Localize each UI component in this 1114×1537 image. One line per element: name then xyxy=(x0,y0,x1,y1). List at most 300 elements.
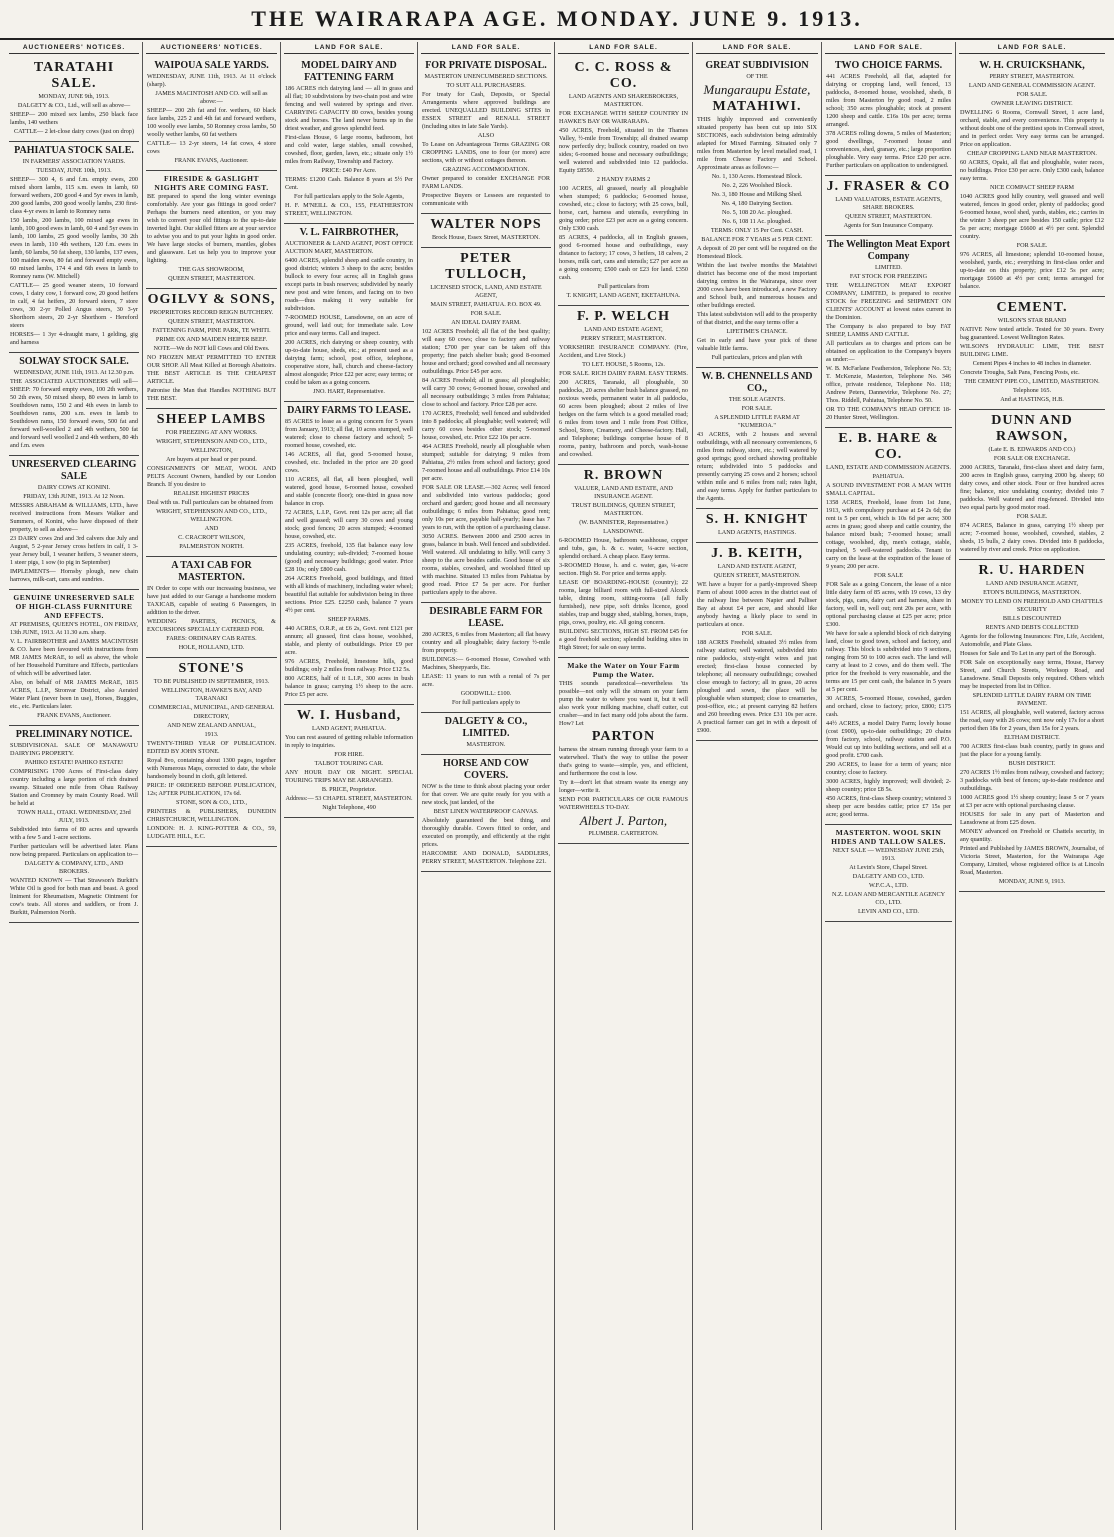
ad-heading: R. BROWN xyxy=(583,468,664,483)
ad-heading: DAIRY FARMS TO LEASE. xyxy=(287,405,411,416)
ad-text: IN FARMERS' ASSOCIATION YARDS. xyxy=(22,158,126,165)
ad-text: RENTS AND DEBTS COLLECTED xyxy=(985,624,1079,631)
ad-text: 102 ACRES Freehold; all flat of the best quality; will easy 60 cows; close to factory and railway station; £700 per year can be taken off this property; fine patch shelter bush; good 8-roomed house and orchard; good cowshed and all necessary outbuildings. Price £45 per acre. xyxy=(422,328,551,375)
advertisement xyxy=(825,57,952,176)
ad-text: 72 ACRES, L.I.P., Govt. rent 12s per acre; all flat and well grassed; will carry 30 cows and young stock; good fences; 20 acres stumped; 4-roomed house, cowshed, etc. xyxy=(285,509,413,540)
ad-text: PRICE: IF ORDERED BEFORE PUBLICATION, 12s; AFTER PUBLICATION, 17s 6d. xyxy=(147,782,276,797)
ad-heading: W. B. CHENNELLS AND CO., xyxy=(701,371,813,394)
ad-heading: GENUINE UNRESERVED SALE OF HIGH-CLASS FURNITURE AND EFFECTS. xyxy=(13,593,135,620)
ad-text: LEVIN AND CO., LTD. xyxy=(858,908,919,915)
ad-text: SHEEP— 200 mixed sex lambs, 250 black face lambs, 140 wethers xyxy=(10,111,138,126)
ad-text: 280 ACRES, 6 miles from Masterton; all flat heavy country and all ploughable; dairy factory ½-mile from property. xyxy=(422,631,550,654)
advertisement xyxy=(421,603,551,713)
advertisement xyxy=(558,658,689,844)
ad-text: 3-ROOMED House, h. and c. water, gas, ¼-acre section. High St. For price and terms apply. xyxy=(559,562,688,577)
ad-text: Prospective Buyers or Lessees are requested to communicate with xyxy=(422,192,550,207)
ad-text: TO BE PUBLISHED IN SEPTEMBER, 1913. xyxy=(153,678,270,685)
ad-text: TOWN HALL, OTAKI. WEDNESDAY, 23rd JULY, 1913. xyxy=(17,809,131,824)
ad-text: 100 ACRES, all grassed, nearly all ploughable when stumped; 6 paddocks; 6-roomed house, cowshed, etc.; close to factory; with 25 cows, bull, horse, cart, harness and utensils, everything in going order; price £23 per acre as a going concern. Only £300 cash. xyxy=(559,185,688,232)
advertisement xyxy=(146,171,277,289)
ad-text: LICENSED STOCK, LAND, AND ESTATE AGENT, xyxy=(430,284,542,299)
ad-heading: SOLWAY STOCK SALE. xyxy=(19,356,129,367)
ad-heading: C. C. ROSS & CO. xyxy=(574,60,673,91)
ad-text: Agents for the following Insurances: Fire, Life, Accident, Automobile, and Plate Glass. xyxy=(960,633,1104,648)
ad-text: 378 ACRES rolling downs, 5 miles of Masterton; good dwellings, 7-roomed house and conveniences, shed, granary, etc.; large proportion ploughable. Very easy terms. Price £20 per acre. Further particulars on application to undersigned. xyxy=(826,130,951,169)
ad-text: TO LET. HOUSE, 5 Rooms, 12s. xyxy=(582,361,665,368)
ad-text: JNO. HART, Representative. xyxy=(313,388,385,395)
ad-text: 800 ACRES, half of it L.I.P., 300 acres in bush balance in grass; carrying 1½ sheep to the acre. Price £5 per acre. xyxy=(285,675,413,698)
ad-text: 440 ACRES, O.R.P., at £6 2s, Govt. rent £121 per annum; all grassed, first class house, woolshed, stable, and plenty of outbuildings. Price £9 per acre. xyxy=(285,625,413,656)
ad-text: 30 ACRES, 5-roomed House, cowshed, garden and orchard, close to factory; price, £800; £175 cash. xyxy=(826,695,951,718)
ad-text: DWELLING 6 Rooms, Cornwall Street, 1 acre land, orchard, stable, and every convenience. This property is without doubt one of the prettiest spots in Cornwall street, and in perfect order. Very easy terms can be arranged. Price on application. xyxy=(960,109,1105,148)
ad-text: Royal 8vo, containing about 1300 pages, together with Numerous Maps, corrected to date, the whole handsomely bound in cloth, gilt lettered. xyxy=(147,757,276,780)
ad-text: TO SUIT ALL PURCHASERS. xyxy=(446,82,526,89)
ad-text: MASTERTON. xyxy=(466,741,506,748)
ad-text: W. B. McFarlane Featherston, Telephone No. 53; T. McKenzie, Masterton, Telephone No. 346 office, private residence, Telephone No. 118; Andrew Peters, Dannevirke, Telephone No. 27; Thos. Riddell, Pahiatua, Telephone No. 50. xyxy=(826,365,951,404)
ad-text: FOR SALE OR EXCHANGE. xyxy=(993,455,1071,462)
ad-text: OF THE xyxy=(746,73,768,80)
ad-text: 200 ACRES, rich dairying or sheep country, with up-to-date house, sheds, etc.; at present used as a dairying farm; school, post office, telephone, cooperative store, hall, church and cheese-factory almost alongside; Price £22 per acre; easy terms; or could be taken as a going concern. xyxy=(285,339,413,386)
ad-text: LAND AGENTS, HASTINGS. xyxy=(717,529,797,536)
ad-text: 235 ACRES, freehold, 135 flat balance easy low undulating country; sub-divided; 7-roomed house (good) and necessary buildings; good water. Price £28 10s; only £800 cash. xyxy=(285,542,413,573)
ad-text: W.F.C.A., LTD. xyxy=(868,882,909,889)
ad-text: BUILDINGS:— 6-roomed House, Cowshed with Machines, Sheepyards, Etc. xyxy=(422,656,550,671)
ad-text: 186 ACRES rich dairying land — all in grass and all flat; 10 subdivisions by two-chain post and wire fencing and well watered by springs and river. CARRYING CAPACITY 80 cows, besides young stock and horses. The land never burns up in the driest weather, and grows splendid feed. xyxy=(285,85,413,132)
ad-text: 84 ACRES Freehold; all in grass; all ploughable; will carry 30 cows; 6-roomed house, cowshed and all necessary outbuildings; 3 miles from Pahiatua; close to school and factory. Price £28 per acre. xyxy=(422,377,550,408)
ad-text: (W. BANNISTER, Representative.) xyxy=(579,519,668,526)
advertisement xyxy=(146,409,277,557)
advertisement xyxy=(696,57,818,368)
ad-text: FOR SALE. xyxy=(1016,513,1048,520)
ad-text: DALGETY & COMPANY, LTD., AND BROKERS. xyxy=(24,860,124,875)
ad-heading: UNRESERVED CLEARING SALE xyxy=(11,459,137,482)
ad-text: LAND AND GENERAL COMMISSION AGENT. xyxy=(968,82,1096,89)
column-4 xyxy=(418,42,555,1530)
ad-heading: STONE'S xyxy=(178,661,245,676)
ad-text: 976 ACRES, all limestone; splendid 10-roomed house, woolshed, yards, etc.; everything in first-class order and up-to-date on this property; price £12 5s per acre; mortgage £6600 at 4½ per cent; terms arranged for balance. xyxy=(960,251,1104,290)
ad-text: V. L. FAIRBROTHER and JAMES MACINTOSH & CO. have been favoured with instructions from MR JAMES McRAE, to sell as above, the whole of her Household Furniture and Effects, particulars of which will be advertised later. xyxy=(10,638,138,677)
ad-heading: V. L. FAIRBROTHER, xyxy=(299,227,399,238)
ad-text: TUESDAY, JUNE 10th, 1913. xyxy=(36,167,112,174)
ad-text: TERMS: ONLY 15 Per Cent. CASH. xyxy=(710,227,804,234)
ad-text: ELTHAM DISTRICT. xyxy=(1004,734,1060,741)
ad-text: FOR Sale on exceptionally easy terms, House, Harvey Street, and Church Streets, Worksop Road, and Lansdowne. Small Deposits only required. Others which may be inspected from list in Office. xyxy=(960,659,1104,690)
ad-text: TERMS: £1200 Cash. Balance 8 years at 5½ Per Cent. xyxy=(285,176,413,191)
ad-text: Full particulars, prices and plan with xyxy=(711,354,803,361)
ad-text: FOR SALE. xyxy=(470,310,502,317)
ad-text: At Levin's Store, Chapel Street. xyxy=(849,864,928,871)
ad-text: CATTLE— 25 good weaner steers, 10 forward cows, 1 dairy cow, 1 forward cow, 20 good heifers in calf, 4 fat heifers, 20 forward steers, 7 store cows, 30 2-yr Polled Angus steers, 30 3-yr Shorthorn steers, 20 2-yr Shorthorn - Hereford steers xyxy=(10,282,138,329)
ad-text: AN IDEAL DAIRY FARM. xyxy=(451,319,521,326)
ad-text: LEASE OF BOARDING-HOUSE (country); 22 rooms, large billiard room with full-sized Alcock table, dining room, sitting-rooms (all fully furnished), new pipe, soft drinks licence, good stables, trap and buggy shed, stabling, horses, traps, pigs, cows, poultry, etc. All going concern. xyxy=(559,579,688,626)
ad-text: No. 2, 226 Woolshed Block. xyxy=(721,182,793,189)
column-1 xyxy=(6,42,143,1530)
ad-text: IMPLEMENTS— Hornsby plough, new chain harrows, milk-cart, cans and sundries. xyxy=(10,568,138,583)
ad-text: THE ASSOCIATED AUCTIONEERS will sell— SHEEP: 70 forward empty ewes, 100 2th wethers, 50 2th ewes, 50 mixed sheep, 80 ewes in lamb to Southdown rams, 150 2 and 4th ewes in lamb to Southdown rams, 200 s.m. ewes in lamb to Southdown rams, 150 forward ewes, 500 fat and forward well-woolled 2 and 4th wethers, 500 fat and forward well woolled 2 and 4th wethers, 80 4th and f.m. ewes xyxy=(10,378,138,449)
ad-heading: SHEEP LAMBS xyxy=(156,412,267,427)
ad-text: 441 ACRES Freehold, all flat, adapted for dairying or cropping land, well fenced, 13 paddocks, 8-roomed house, woolshed, sheds, 8 miles from Masterton by good road, 2 miles school; 350 acres ploughable; stock at present 1200 sheep and cattle. £16s 10s per acre; terms arranged. xyxy=(826,73,951,128)
ad-heading: FIRESIDE & GASLIGHT NIGHTS ARE COMING FAST. xyxy=(154,174,269,192)
ad-text: THE SOLE AGENTS. xyxy=(728,396,786,403)
ad-heading: The Wellington Meat Export Company xyxy=(827,239,950,262)
ad-text: DIRECTORY, xyxy=(193,713,230,720)
masthead xyxy=(0,0,1114,40)
advertisement xyxy=(284,57,414,224)
ad-text: NICE COMPACT SHEEP FARM xyxy=(989,184,1075,191)
ad-heading: DUNN AND RAWSON, xyxy=(991,413,1073,444)
ad-text: No. 1, 130 Acres. Homestead Block. xyxy=(711,173,803,180)
ad-text: HORSES— 1 3yr 4-draught mare, 1 gelding, gig and harness xyxy=(10,331,138,346)
advertisement xyxy=(825,428,952,825)
ad-text: FOR SALE. xyxy=(741,405,773,412)
ad-text: For treaty for Cash, Deposits, or Special Arrangements where approved buildings are erected. UNEQUALLED BUILDING SITES in ESSEX STREET and RENALL STREET (including sites in late Sale Yards). xyxy=(422,91,550,130)
advertisement xyxy=(558,306,689,465)
ad-text: harness the stream running through your farm to a waterwheel. That's the way to utilise the power that's going to waste—simple, yes, and efficient, and furthermore the cost is low. xyxy=(559,746,688,777)
ad-text: NOTE—We do NOT kill Cows and Old Ewes. xyxy=(153,345,270,352)
ad-text: 7-ROOMED HOUSE, Lansdowne, on an acre of ground, well laid out; for immediate sale. Low price and easy terms. Call and inspect. xyxy=(285,314,413,337)
ad-text: THE GAS SHOWROOM, xyxy=(178,266,245,273)
ad-text: MAIN STREET, PAHIATUA. P.O. BOX 49. xyxy=(430,301,542,308)
column-7 xyxy=(822,42,956,1530)
ad-text: 6-ROOMED House, bathroom washhouse, copper and tubs, gas, h. & c. water, ¼-acre section, splendid orchard. A cheap place. Easy terms. xyxy=(559,537,688,560)
ad-text: Telephone 165. xyxy=(1012,387,1052,394)
ad-heading: E. B. HARE & CO. xyxy=(838,431,939,462)
ad-text: QUEEN STREET, MASTERTON. xyxy=(845,213,932,220)
ad-text: WRIGHT, STEPHENSON AND CO., LTD., WELLINGTON. xyxy=(156,508,267,523)
ad-text: First-class House, 6 large rooms, bathroom, hot and cold water, large stables, small cowshed, cowshed, floor, garden, lawn, etc.; situate only 1½ miles from Railway, Township and Factory. xyxy=(285,134,413,165)
ad-text: 1040 ACRES good hilly country, well grassed and well watered, fences in good order, plenty of paddocks; good 6-roomed house, wool shed, yards, stables, etc.; carries in the winter 3 sheep per acre besides 150 cattle; price £12 5s per acre; mortgage £6600 at 4½ per cent. Splendid country. xyxy=(960,193,1104,240)
advertisement xyxy=(959,410,1105,560)
ad-text: Concrete Troughs, Salt Pans, Fencing Posts, etc. xyxy=(960,369,1080,376)
ad-text: LAND VALUATORS, ESTATE AGENTS, SHARE BROKERS. xyxy=(835,196,942,211)
ad-text: DALGETY AND CO., LTD. xyxy=(852,873,925,880)
ad-text: MONDAY, JUNE 9, 1913. xyxy=(998,878,1066,885)
ad-text: 976 ACRES, Freehold, limestone hills, good buildings; only 2 miles from railway. Price £12 5s. xyxy=(285,658,413,673)
ad-text: Night Telephone, 490 xyxy=(322,804,376,811)
ad-text: And at HASTINGS, H.B. xyxy=(1000,396,1064,403)
ad-text: HOUSES for sale in any part of Masterton and Lansdowne at from £25 down. xyxy=(960,811,1104,826)
ad-text: 264 ACRES Freehold, good buildings, and fitted with all kinds of machinery, including water wheel; beautiful flat suitable for subdivision being in three sections. Price £25. £2250 cash, balance 7 years 4½ per cent. xyxy=(285,575,413,614)
ad-text: 2 HANDY FARMS 2 xyxy=(596,176,651,183)
ad-text: 464 ACRES Freehold, nearly all ploughable when stumped; suitable for dairying; 9 miles from Pahiatua, 2½ miles from school and factory; good 7-roomed house and all outbuildings. Price £14 10s per acre. xyxy=(422,443,550,482)
ad-text: Deal with us. Full particulars can be obtained from xyxy=(147,499,273,506)
advertisement xyxy=(421,57,551,214)
ad-text: PRICE: £40 Per Acre. xyxy=(321,167,377,174)
ad-text: NEXT SALE — WEDNESDAY JUNE 25th, 1913. xyxy=(832,847,945,862)
ad-text: 200 ACRES, Taranaki, all ploughable, 30 paddocks, 20 acres shelter bush balance grassed, no noxious weeds, permanent water in all paddocks, 60 acres been ploughed; about 2 miles of live hedges on the farm which is a good metalled road; 6 miles from town and 1 mile from Post Office, School, Store, Creamery, and Cheese-factory. Hall, and Telephone; buildings comprise house of 8 rooms, pantry, bathroom and porch, wash-house and cowshed. xyxy=(559,379,688,458)
ad-heading: A TAXI CAB FOR MASTERTON. xyxy=(171,560,252,583)
ad-heading: PETER TULLOCH, xyxy=(445,251,527,282)
ad-text: 450 ACRES, first-class Sheep country; wintered 3 sheep per acre besides cattle; price £7 15s per acre; good terms. xyxy=(826,795,951,818)
ad-text: We have for sale a splendid block of rich dairying land, close to good town, school and factory, and railway. This block is subdivided into 9 sections, ranging from 50 to 100 acres each. The land will carry at least to 2 cows, and do them well. The price for the freehold is very reasonable, and the terms are 15 per cent cash, the balance in 5 years at 5 per cent. xyxy=(826,630,951,693)
ad-heading: DESIRABLE FARM FOR LEASE. xyxy=(429,606,543,629)
ad-heading: W. I. Husband, xyxy=(296,708,402,723)
advertisement xyxy=(284,224,414,402)
ad-text: STONE, SON & CO., LTD., xyxy=(176,799,247,806)
ad-text: Full particulars from xyxy=(597,283,650,290)
ad-text: LAND, ESTATE AND COMMISSION AGENTS. xyxy=(826,464,951,471)
ad-heading: DALGETY & CO., LIMITED. xyxy=(444,716,528,739)
ad-text: WRIGHT, STEPHENSON AND CO., LTD., xyxy=(156,438,267,445)
ad-text: CATTLE— 13 2-yr steers, 14 fat cows, 4 store cows xyxy=(147,140,276,155)
ad-text: PAHIKO ESTATE! PAHIKO ESTATE! xyxy=(24,759,124,766)
ad-text: WEDNESDAY, JUNE 11th, 1913. At 12.30 p.m. xyxy=(13,369,135,376)
advertisement xyxy=(696,543,818,741)
ad-text: SHEEP— 200 2th fat and for. wethers, 60 black face lambs, 225 2 and 4th fat and forward wethers, 100 woolly ewe lambs, 50 Romney cross lambs, 50 woolly wether lambs, 60 fat wethers xyxy=(147,107,276,138)
ad-text: PAHIATUA. xyxy=(872,473,905,480)
ad-text: No. 6, 108 11 Ac. ploughed. xyxy=(722,218,792,225)
ad-text: 3000 ACRES, highly improved; well divided; 2-sheep country; price £8 5s. xyxy=(826,778,951,793)
advertisement xyxy=(146,289,277,409)
ad-text: LEASE: 11 years to run with a rental of 7s per acre. xyxy=(422,673,550,688)
ad-text: No. 4, 180 Dairying Section. xyxy=(721,200,793,207)
ad-text: LAND AND ESTATE AGENT, xyxy=(717,563,797,570)
advertisement xyxy=(421,755,551,872)
ad-text: BEST LINEN WATERPROOF CANVAS. xyxy=(433,808,539,815)
ad-text: LANSDOWNE. xyxy=(603,528,644,535)
masthead-title: THE WAIRARAPA AGE. MONDAY. JUNE 9. 1913. xyxy=(251,6,863,31)
ad-text: 1358 ACRES, Freehold, lease from 1st June, 1913, with compulsory purchase at £4 2s 6d; the rent is 5 per cent, which is 10s 6d per acre; 300 acres in grass; good sheep and cattle country, the balance mixed bush; 7-roomed house; small cottage, woolshed, dip, men's cottage, stable, trapshed, 5 well-watered paddocks. Tenant to carry on the lease at the expiration of the lease of 9 years; 200 per acre. xyxy=(826,499,951,570)
ad-text: WELLINGTON, xyxy=(190,447,233,454)
advertisement xyxy=(146,658,277,847)
ad-text: WILSON'S HYDRAULIC LIME, THE BEST BUILDING LIME. xyxy=(960,343,1104,358)
ad-heading: WAIPOUA SALE YARDS. xyxy=(154,60,269,71)
advertisement xyxy=(146,57,277,171)
ad-text: Cement Pipes 4 inches to 48 inches in diameter. xyxy=(972,360,1092,367)
advertisement xyxy=(825,176,952,236)
column-heading: LAND FOR SALE. xyxy=(421,42,551,54)
ad-text: WEDDING PARTIES, PICNICS, & EXCURSIONS SPECIALLY CATERED FOR. xyxy=(147,618,276,633)
ad-text: WANTED KNOWN — That Strawson's Burkitt's White Oil is good for both man and beast. A good liniment for Rheumatism, Magnetic Ointment for cow's teats. All stores and saddlers, or from J. Burkitt, Palmerston North. xyxy=(10,877,138,916)
ad-text: MONEY advanced on Freehold or Chattels security, in any quantity. xyxy=(960,828,1104,843)
ad-text: 85 ACRES to lease as a going concern for 5 years from January, 1913; all flat, 10 acres stumped, well watered; close to cheese factory and school; 5-roomed house, cowshed, etc. xyxy=(285,418,413,449)
ad-text: FRIDAY, 13th JUNE, 1913. At 12 Noon. xyxy=(23,493,125,500)
ad-text: H. F. M'NEILL & CO., 155, FEATHERSTON STREET, WELLINGTON. xyxy=(285,202,413,217)
ad-text: FOR HIRE. xyxy=(334,751,364,758)
ad-text: GRAZING ACCOMMODATION. xyxy=(442,166,530,173)
ad-text: 1000 ACRES good 1½ sheep country; lease 5 or 7 years at £3 per acre with optional purchasing clause. xyxy=(960,794,1104,809)
ad-heading: W. H. CRUICKSHANK, xyxy=(979,60,1085,71)
ad-text: ANY HOUR DAY OR NIGHT. SPECIAL TOURING TRIPS MAY BE ARRANGED. xyxy=(285,769,413,784)
advertisement xyxy=(9,590,139,726)
ad-heading: WALTER NOPS xyxy=(430,217,542,232)
ad-text: LAND AND ESTATE AGENT, xyxy=(584,326,663,333)
column-heading: LAND FOR SALE. xyxy=(696,42,818,54)
advertisement xyxy=(959,297,1105,410)
ad-text: 700 ACRES first-class bush country, partly in grass and just the place for a young family. xyxy=(960,743,1104,758)
ad-text: WE have a buyer for a partly-improved Sheep Farm of about 1000 acres in the district east of the railway line between Napier and Palliser Bay at about £4 per acre, and should like anybody having a likely place to send in particulars at once. xyxy=(697,581,817,628)
ad-text: 150 lambs, 200 lambs, 100 mixed age ewes in lamb, 100 good ewes in lamb, 60 4 and 5yr ewes in lamb, 100 lambs, 25 good woolly lambs, 30 2th ewes in lamb, 110 4th wethers, 120 f.m. ewes in lamb, 60 lambs, 50 fat sheep, 130 lambs, 137 ewes, 100 maiden ewes, 80 fat and forward empty ewes, 60 mixed lambs, 174 4 and 6th ewes in lamb to Romney rams (W. Mitchell) xyxy=(10,217,138,280)
ad-text: This latest subdivision will add to the prosperity of that district, and the easy terms offer a xyxy=(697,311,817,326)
ad-text: A deposit of 20 per cent will be required on the Homestead Block. xyxy=(697,245,817,260)
ad-text: FARES: ORDINARY CAB RATES. xyxy=(166,635,257,642)
ad-text: MESSRS ABRAHAM & WILLIAMS, LTD., have received instructions from Messrs Walker and Summers, of Konini, who have disposed of their property, to sell as above— xyxy=(10,502,138,533)
advertisement xyxy=(558,57,689,306)
ad-text: LIMITED. xyxy=(875,264,902,271)
newspaper-page xyxy=(6,42,1108,1530)
ad-text: FRANK EVANS, Auctioneer. xyxy=(37,712,111,719)
ad-text: 6400 ACRES, splendid sheep and cattle country, in good district; winters 3 sheep to the acre; besides bullock to every four acres; all in English grass except parts in bush reserves; subdivided by nearly new post and wire fences, and facing on to two roads—thus making it very suitable for subdivision. xyxy=(285,257,413,312)
ad-text: WILSON'S STAR BRAND xyxy=(997,317,1067,324)
ad-text: SHEEP FARMS. xyxy=(327,616,371,623)
ad-heading: J. B. KEITH, xyxy=(711,546,803,561)
ad-heading: HORSE AND COW COVERS. xyxy=(442,758,530,781)
ad-text: OWNER LEAVING DISTRICT. xyxy=(991,100,1073,107)
ad-heading: J. FRASER & CO xyxy=(826,179,951,194)
ad-text: 60 ACRES, Opaki, all flat and ploughable, water races, no buildings. Price £30 per acre. Only £300 cash, balance easy terms. xyxy=(960,159,1104,182)
advertisement xyxy=(959,560,1105,892)
column-heading: LAND FOR SALE. xyxy=(558,42,689,54)
ad-text: T. KNIGHT, LAND AGENT, EKETAHUNA. xyxy=(566,292,681,299)
ad-text: PARTON xyxy=(591,729,656,744)
ad-text: PROPRIETORS RECORD REIGN BUTCHERY. xyxy=(149,309,274,316)
ad-text: Printed and Published by JAMES BROWN, Journalist, of Victoria Street, Masterton, for the Wairarapa Age Company, Limited, whose registered office is at Lincoln Road, Masterton. xyxy=(960,845,1104,876)
ad-text: A SPLENDID LITTLE FARM AT "KUMEROA." xyxy=(714,414,800,429)
ad-text: FOR SALE. xyxy=(1016,242,1048,249)
ad-heading: CEMENT. xyxy=(996,300,1068,315)
ad-text: WEDNESDAY, JUNE 11th, 1913. At 11 o'clock (sharp). xyxy=(147,73,276,88)
column-heading: AUCTIONEERS' NOTICES. xyxy=(9,42,139,54)
ad-text: Owner prepared to consider EXCHANGE FOR FARM LANDS. xyxy=(422,175,550,190)
ad-text: NOW is the time to think about placing your order for that cover. We are quite ready for you with a new stock, just landed, of the xyxy=(422,783,550,806)
ad-text: Get in early and have your pick of these valuable little farms. xyxy=(697,337,817,352)
advertisement xyxy=(421,248,551,603)
ad-text: Are buyers at per head or per pound. xyxy=(166,456,257,463)
ad-text: VALUER, LAND AND ESTATE, AND INSURANCE AGENT. xyxy=(574,485,673,500)
ad-text: Patronise the Man that Handles NOTHING BUT THE BEST. xyxy=(147,387,276,402)
ad-text: AND NEW ZEALAND ANNUAL, xyxy=(167,722,256,729)
ad-text: SHEEP— 300 4, 6 and f.m. empty ewes, 200 mixed shorn lambs, 115 s.m. ewes in lamb, 60 forward wethers, 200 good 4 and 5yr ewes in lamb, 200 good lambs, 200 good woolly lambs, 230 first-class 4-yr ewes in lamb to Romney rams xyxy=(10,176,138,215)
advertisement xyxy=(959,57,1105,297)
ad-text: FAT STOCK FOR FREEZING xyxy=(849,273,928,280)
advertisement xyxy=(696,368,818,509)
ad-text: BUSH DISTRICT. xyxy=(1008,760,1056,767)
ad-text: THIS highly improved and conveniently situated property has been cut up into SIX SECTIONS, each subdivision being admirably adapted for Mixed Farming. Situated only 7 miles from Masterton by level metalled road, 1 mile from Cheese Factory and School. Approximate areas as follows:— xyxy=(697,116,817,171)
column-6 xyxy=(693,42,822,1530)
ad-text: LIFETIME'S CHANCE. xyxy=(726,328,788,335)
ad-text: To Lease on Advantageous Terms GRAZING OR CROPPING LANDS, one to four (or more) acre sections, with or without cottages thereon. xyxy=(422,141,550,164)
ad-text: PERRY STREET, MASTERTON. xyxy=(580,335,667,342)
advertisement xyxy=(9,142,139,353)
ad-heading: S. H. KNIGHT xyxy=(705,512,809,527)
ad-text: 874 ACRES, Balance in grass, carrying 1½ sheep per acre; 7-roomed house, woolshed, cowshed, stables, 2 sheds, 15 bulls, 2 dairy cows. Divided into 8 paddocks, watered by river and creek. Price on application. xyxy=(960,522,1104,553)
ad-text: MASTERTON UNENCUMBERED SECTIONS. xyxy=(424,73,548,80)
ad-text: Absolutely guaranteed the best thing, and thoroughly durable. Covers fitted to order, and executed on promptly, and efficiently at the right prices. xyxy=(422,817,550,848)
ad-text: BILLS DISCOUNTED xyxy=(1002,615,1062,622)
ad-text: The Company is also prepared to buy FAT SHEEP, LAMBS AND CATTLE. xyxy=(826,323,951,338)
ad-text: REALISE HIGHEST PRICES xyxy=(173,490,250,497)
ad-text: MATAHIWI. xyxy=(712,99,802,114)
ad-text: ALSO xyxy=(477,132,495,139)
ad-text: Mungaraupu Estate, xyxy=(703,82,811,97)
advertisement xyxy=(825,825,952,922)
ad-text: BE prepared to spend the long winter evenings comfortably. Are your gas fittings in good order? Perhaps the burners need attention, or you may wish to convert your old fittings to the up-to-date inverted light. Our skilled fitters are at your service to advise you and to put your lights in good order. We have large stocks of burners, mantles, globes and glassware. Let us help you to improve your lighting. xyxy=(147,193,276,264)
ad-text: FRANK EVANS, Auctioneer. xyxy=(174,157,249,164)
ad-text: COMPRISING 1700 Acres of First-class dairy country including a large portion of rich drained swamp. Situated one mile from Ohau Railway Station and Cromney by main County Road. Will be held at xyxy=(10,768,138,807)
ad-text: HOLE, HOLLAND, LTD. xyxy=(178,644,245,651)
ad-text: 43 ACRES, with 2 houses and several outbuildings, with all necessary conveniences, 6 miles from railway, store, etc.; well watered by good springs; good orchard showing profitable return; subdivided into 5 paddocks and presently carrying 25 cows and 2 horses; school within mile and 6 miles from rail; rates light, and easy terms. Apply for further particulars to the Agents. xyxy=(697,431,817,502)
ad-text: TWENTY-THIRD YEAR OF PUBLICATION. EDITED BY JOHN STONE. xyxy=(147,740,276,755)
ad-text: JAMES MACINTOSH AND CO. will sell as above:— xyxy=(155,90,268,105)
ad-text: CHEAP CROPPING LAND NEAR MASTERTON. xyxy=(967,150,1097,157)
ad-text: Address:— 53 CHAPEL STREET, MASTERTON. xyxy=(285,795,413,802)
ad-text: BUILDING SECTIONS, HIGH ST. FROM £45 for a good freehold section; splendid building sites in High Street; for sale on easy terms. xyxy=(559,628,688,651)
advertisement xyxy=(9,57,139,142)
ad-heading: FOR PRIVATE DISPOSAL. xyxy=(425,60,547,71)
ad-text: No. 3, 180 House and Milking Shed. xyxy=(711,191,803,198)
ad-heading: MODEL DAIRY AND FATTENING FARM xyxy=(301,60,397,83)
ad-text: 44½ ACRES, a model Dairy Farm; lovely house (cost £900), up-to-date outbuildings; 20 chains from factory, school, railway station and P.O. Would cut up into building sections, and sell at a good profit. £700 cash. xyxy=(826,720,951,759)
ad-text: CATTLE— 2 let-close dairy cows (just on drop) xyxy=(13,128,135,135)
ad-text: AUCTIONEER & LAND AGENT, POST OFFICE AUCTION MART, MASTERTON. xyxy=(285,240,413,255)
advertisement xyxy=(825,236,952,428)
advertisement xyxy=(284,402,414,705)
ad-text: FOR SALE. xyxy=(741,630,773,637)
ad-text: AND xyxy=(204,525,219,532)
ad-text: (Late E. B. EDWARDS AND CO.) xyxy=(988,446,1076,453)
ad-text: ETON'S BUILDINGS, MASTERTON. xyxy=(983,589,1081,596)
ad-text: Houses for Sale and To Let in any part of the Borough. xyxy=(960,650,1096,657)
ad-text: SEND FOR PARTICULARS OF OUR FAMOUS WATERWHEELS TO-DAY. xyxy=(559,796,688,811)
ad-text: 170 ACRES, Freehold; well fenced and subdivided into 8 paddocks; all ploughable; well watered; will carry 60 cows besides other stock; 5-roomed house, cowshed, etc. Price £22 10s per acre. xyxy=(422,410,550,441)
ad-text: C. CRACROFT WILSON, xyxy=(178,534,245,541)
ad-heading: TWO CHOICE FARMS. xyxy=(834,60,943,71)
advertisement xyxy=(558,465,689,658)
ad-text: A SOUND INVESTMENT FOR A MAN WITH SMALL CAPITAL. xyxy=(826,482,951,497)
ad-text: 110 ACRES, all flat, all been ploughed, well watered, good house, 6-roomed house, cowshed and stable (concrete floor); one-third in grass now balance in crop. xyxy=(285,476,413,507)
ad-text: FOR SALE xyxy=(873,572,904,579)
ad-text: Try it—don't let that stream waste its energy any longer—write it. xyxy=(559,779,688,794)
ad-text: BALANCE FOR 7 YEARS at 5 PER CENT. xyxy=(701,236,813,243)
ad-text: SUBDIVISIONAL SALE OF MANAWATU DAIRYING PROPERTY. xyxy=(10,742,138,757)
ad-text: FOR FREEZING AT ANY WORKS. xyxy=(165,429,258,436)
ad-text: Albert J. Parton, xyxy=(579,813,668,828)
column-heading: AUCTIONEERS' NOTICES. xyxy=(146,42,277,54)
ad-text: CONSIGNMENTS OF MEAT, WOOL AND PELTS Account Owners, handled by our London Branch. If you desire to xyxy=(147,465,276,488)
ad-text: DALGETY & CO., Ltd., will sell as above— xyxy=(17,102,131,109)
ad-text: NO FROZEN MEAT PERMITTED TO ENTER OUR SHOP. All Meat Killed at Borough Abattoirs. THE BEST ARTICLE IS THE CHEAPEST ARTICLE. xyxy=(147,354,276,385)
ad-text: B. PRICE, Proprietor. xyxy=(321,786,377,793)
ad-text: COMMERCIAL, MUNICIPAL, AND GENERAL xyxy=(148,704,275,711)
ad-text: NATIVE Now tested article. Tested for 30 years. Every bag guaranteed. Lowest Wellington Rates. xyxy=(960,326,1104,341)
ad-text: TRUST BUILDINGS, QUEEN STREET, MASTERTON. xyxy=(571,502,676,517)
ad-text: MONDAY, JUNE 9th, 1913. xyxy=(38,93,110,100)
ad-text: FOR Sale as a going Concern, the lease of a nice little dairy farm of 85 acres, with 19 cows, 13 dry stock, pigs, cans, dairy cart and harness, share in factory, well in, well out; rent 20s per acre, with optional purchasing clause at £25 per acre; price £300. xyxy=(826,581,951,628)
ad-text: Within the last twelve months the Matahiwi district has become one of the most important dairying centres in the Wairarapa, since over 2000 cows have been introduced, a new Factory and School built, and numerous houses and other buildings erected. xyxy=(697,262,817,309)
ad-text: Also, on behalf of MR JAMES McRAE, 1815 ACRES, L.I.P., Stronvar District, also Aerated Water Plant (never been in use), Horses, Buggies, etc., etc. Particulars later. xyxy=(10,679,138,710)
ad-text: LAND AND INSURANCE AGENT, xyxy=(985,580,1078,587)
ad-text: No. 5, 108 20 Ac. ploughed. xyxy=(722,209,792,216)
ad-text: MONEY TO LEND ON FREEHOLD AND CHATTELS SECURITY xyxy=(961,598,1103,613)
ad-text: 290 ACRES, to lease for a term of years; nice country; close to factory. xyxy=(826,761,951,776)
ad-text: LAND AGENTS AND SHAREBROKERS, MASTERTON. xyxy=(568,93,679,108)
ad-text: Agents for Sun Insurance Company. xyxy=(843,222,934,229)
advertisement xyxy=(146,557,277,658)
ad-text: DAIRY COWS AT KONINI. xyxy=(37,484,111,491)
ad-text: N.Z. LOAN AND MERCANTILE AGENCY CO., LTD. xyxy=(831,891,946,906)
ad-text: PRIME OX AND MAIDEN HEIFER BEEF. xyxy=(155,336,268,343)
column-2 xyxy=(143,42,281,1530)
ad-text: FOR SALE. RICH DAIRY FARM. EASY TERMS. xyxy=(559,370,688,377)
ad-heading: GREAT SUBDIVISION xyxy=(705,60,809,71)
ad-heading: Make the Water on Your Farm Pump the Water. xyxy=(567,661,680,679)
ad-text: SPLENDID LITTLE DAIRY FARM ON TIME PAYMENT. xyxy=(972,692,1092,707)
column-8 xyxy=(956,42,1108,1530)
column-5 xyxy=(555,42,693,1530)
ad-text: FOR EXCHANGE WITH SHEEP COUNTRY IN HAWKE'S BAY OR WAIRARAPA. xyxy=(559,110,688,125)
ad-text: THIS sounds paradoxical—nevertheless 'tis possible—not only will the stream on your farm pump the water to where you want it, but it will also work your milking machine, chaff cutter, cut crusher—and in fact many odd jobs about the farm. How? Let xyxy=(559,680,688,727)
ad-text: QUEEN STREET, MASTERTON. xyxy=(168,275,255,282)
